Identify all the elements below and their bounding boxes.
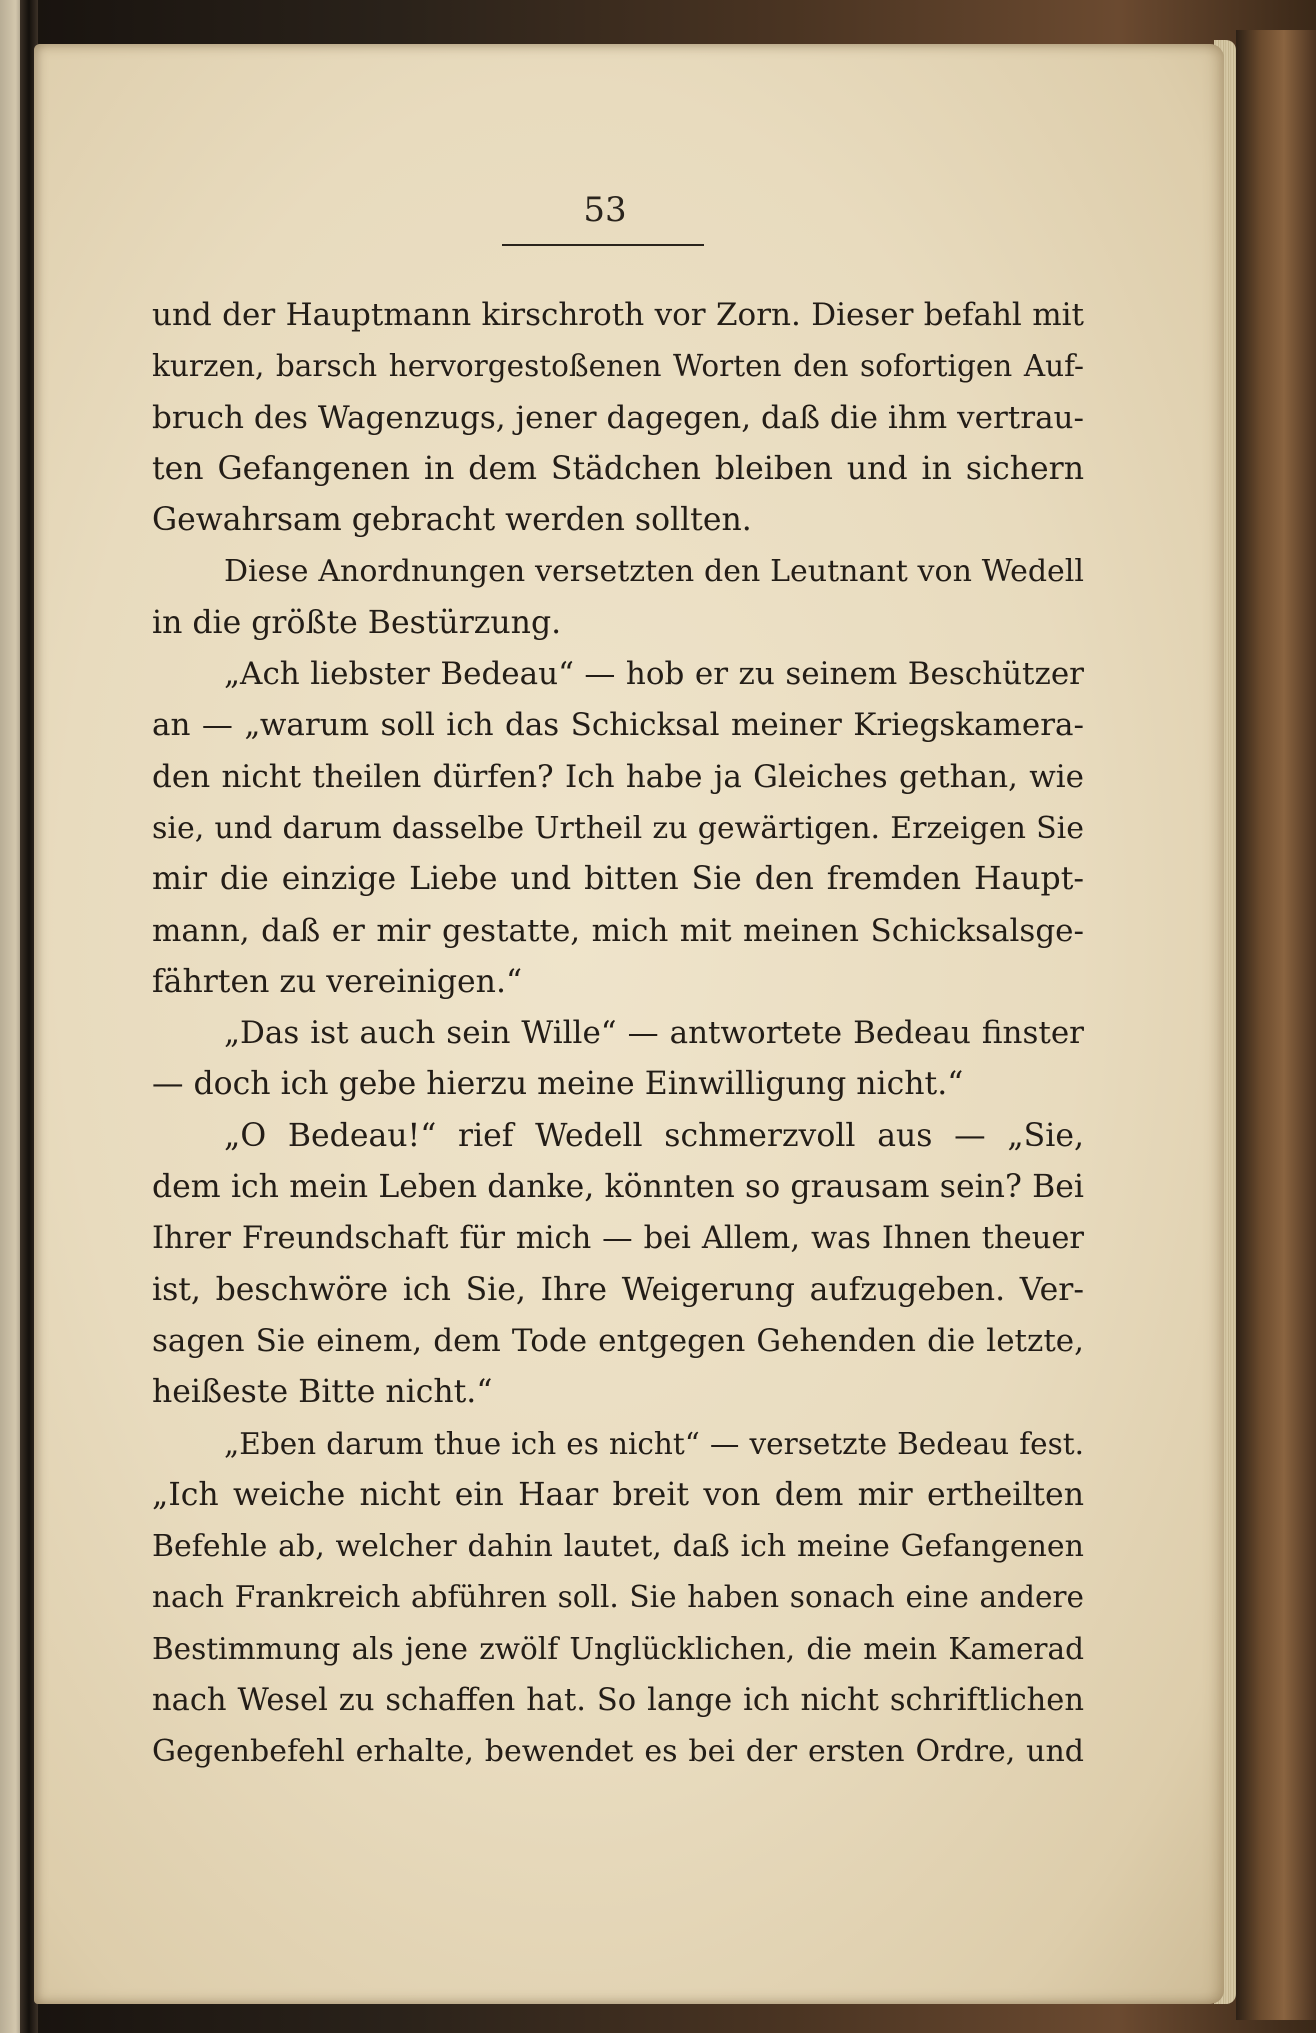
header-rule — [502, 244, 704, 246]
text-line: ist, beschwöre ich Sie, Ihre Weigerung aufzugeben. Ver- — [152, 1271, 1084, 1308]
text-line: sagen Sie einem, dem Tode entgegen Gehenden die letzte, — [152, 1322, 1084, 1359]
text-line: Befehle ab, welcher dahin lautet, daß ich meine Gefangenen — [152, 1529, 1084, 1565]
page-number: 53 — [583, 190, 627, 230]
text-line: — doch ich gebe hierzu meine Einwilligung nicht.“ — [152, 1066, 964, 1103]
text-line: Diese Anordnungen versetzten den Leutnant von Wedell — [224, 554, 1084, 590]
text-line: Ihrer Freundschaft für mich — bei Allem, was Ihnen theuer — [152, 1221, 1084, 1257]
text-line: und der Hauptmann kirschroth vor Zorn. Dieser befahl mit — [152, 297, 1084, 333]
text-line: mann, daß er mir gestatte, mich mit meinen Schicksalsge- — [152, 912, 1084, 949]
text-line: in die größte Bestürzung. — [152, 604, 562, 641]
text-line: Gewahrsam gebracht werden sollten. — [152, 502, 752, 539]
book-cover-edge — [1236, 30, 1316, 2020]
text-line: fährten zu vereinigen.“ — [152, 963, 523, 1000]
text-line: bruch des Wagenzugs, jener dagegen, daß die ihm vertrau- — [152, 399, 1084, 436]
text-line: „Ach liebster Bedeau“ — hob er zu seinem Beschützer — [224, 656, 1084, 693]
text-line: „Ich weiche nicht ein Haar breit von dem mir ertheilten — [152, 1476, 1084, 1513]
text-line: dem ich mein Leben danke, könnten so grausam sein? Bei — [152, 1169, 1084, 1206]
text-line: heißeste Bitte nicht.“ — [152, 1374, 493, 1411]
text-line: „O Bedeau!“ rief Wedell schmerzvoll aus — „Sie, — [224, 1117, 1084, 1154]
text-line: kurzen, barsch hervorgestoßenen Worten den sofortigen Auf- — [152, 349, 1084, 384]
body-text — [152, 290, 1084, 1778]
text-line: nach Wesel zu schaffen hat. So lange ich nicht schriftlichen — [152, 1683, 1084, 1719]
text-line: den nicht theilen dürfen? Ich habe ja Gleiches gethan, wie — [152, 758, 1084, 795]
text-line: Gegenbefehl erhalte, bewendet es bei der ersten Ordre, und — [152, 1734, 1084, 1770]
text-line: „Das ist auch sein Wille“ — antwortete Bedeau finster — [224, 1015, 1084, 1052]
text-line: an — „warum soll ich das Schicksal meiner Kriegskamera- — [152, 707, 1084, 744]
text-line: nach Frankreich abführen soll. Sie haben sonach eine andere — [152, 1580, 1084, 1615]
text-line: Bestimmung als jene zwölf Unglücklichen, die mein Kamerad — [152, 1631, 1084, 1666]
text-line: mir die einzige Liebe und bitten Sie den fremden Haupt- — [152, 861, 1084, 898]
text-line: „Eben darum thue ich es nicht“ — versetzte Bedeau fest. — [224, 1426, 1084, 1461]
text-line: ten Gefangenen in dem Städchen bleiben und in sichern — [152, 450, 1084, 487]
text-line: sie, und darum dasselbe Urtheil zu gewärtigen. Erzeigen Sie — [152, 810, 1084, 846]
